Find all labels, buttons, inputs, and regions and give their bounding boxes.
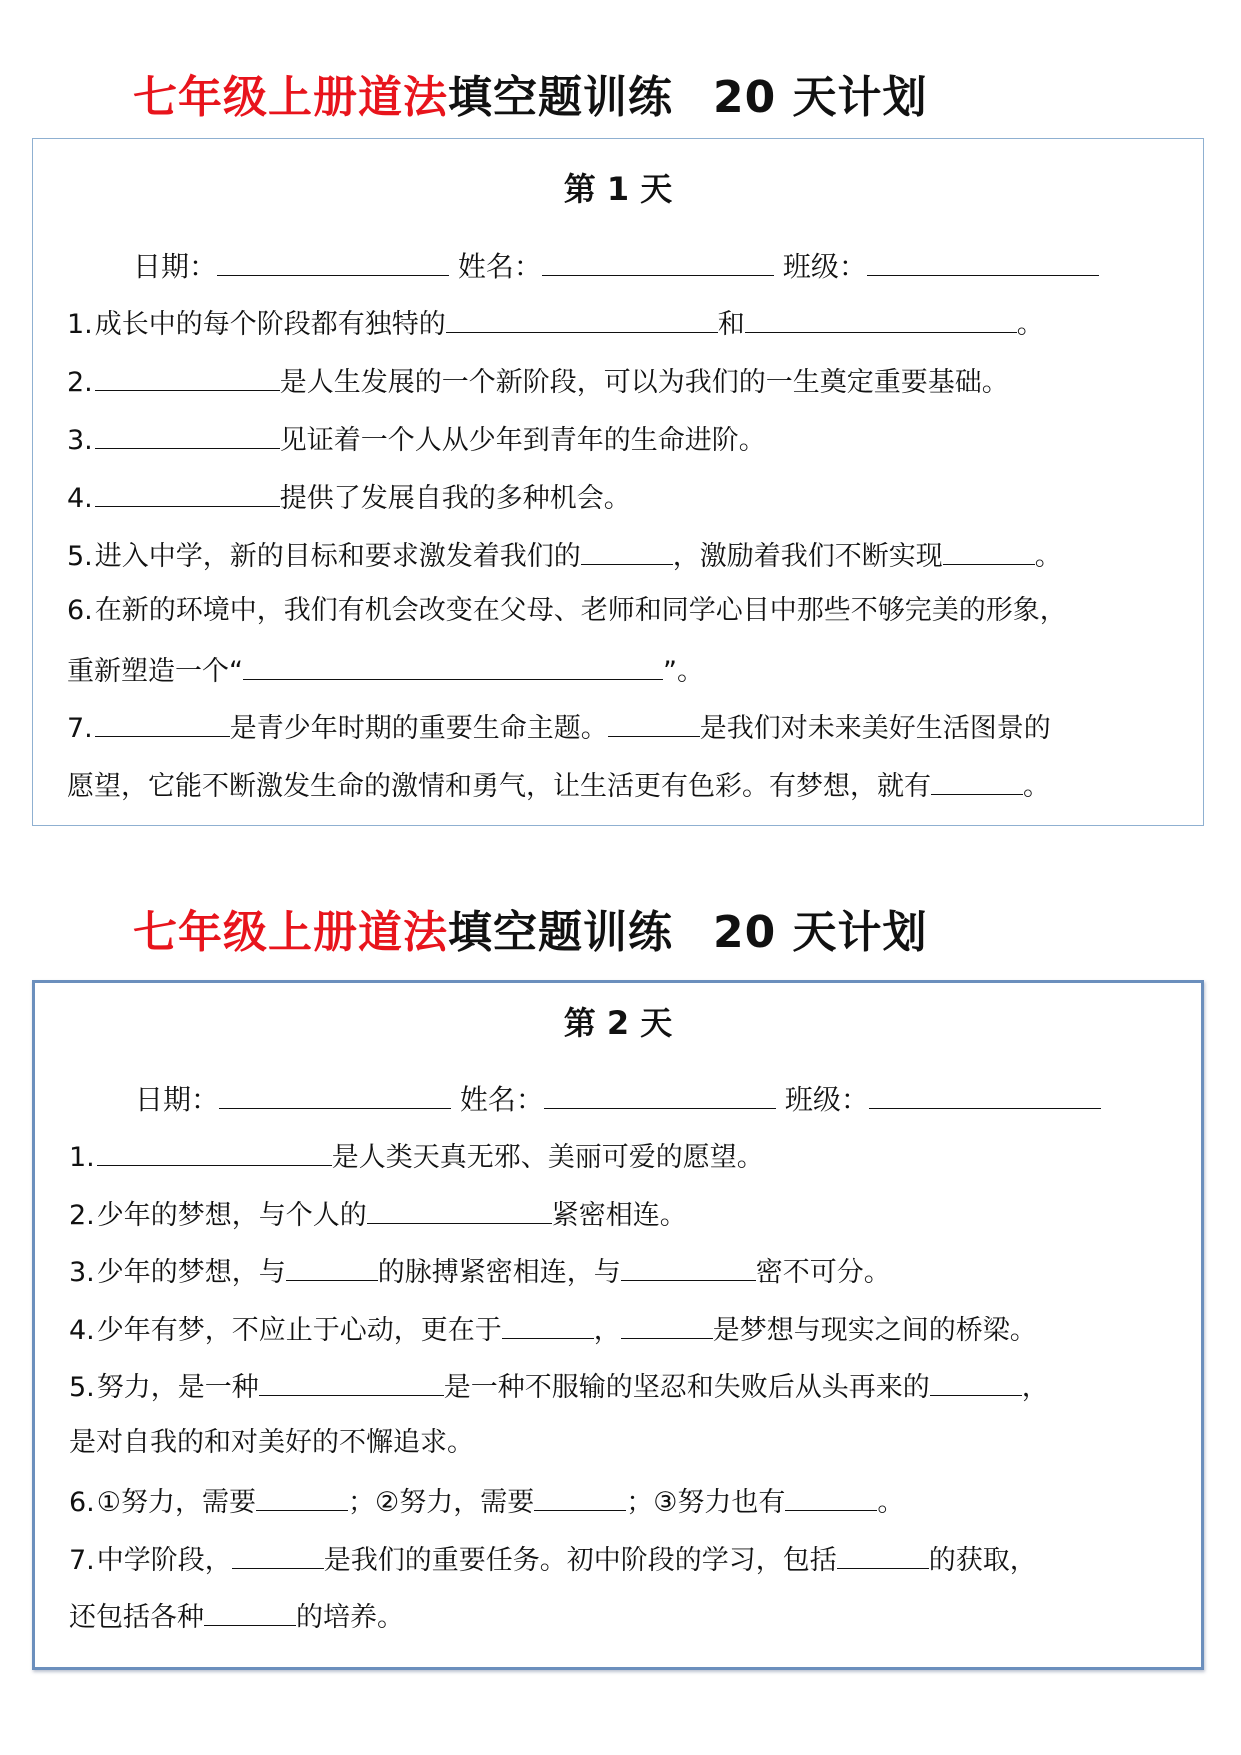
question-7 <box>67 706 1051 749</box>
question-text: 是人生发展的一个新阶段，可以为我们的一生奠定重要基础。 <box>279 367 1009 398</box>
title-topic: 填空题训练 <box>448 907 673 958</box>
date-blank[interactable] <box>217 245 449 276</box>
question-number: 4. <box>67 483 93 514</box>
class-blank[interactable] <box>869 1078 1101 1109</box>
day-2-panel <box>32 980 1204 1670</box>
question-text: 是对自我的和对美好的不懈追求。 <box>69 1427 474 1458</box>
question-1 <box>69 1135 764 1178</box>
question-text: 中学阶段， <box>96 1545 232 1576</box>
question-number: 6. <box>67 595 93 626</box>
answer-blank[interactable] <box>95 706 230 737</box>
question-text: 是一种不服输的坚忍和失败后从头再来的 <box>443 1372 930 1403</box>
question-1 <box>67 302 1044 345</box>
question-text: ；②努力，需要 <box>347 1487 535 1518</box>
name-blank[interactable] <box>542 245 774 276</box>
answer-blank[interactable] <box>930 1365 1022 1396</box>
question-text: 。 <box>877 1487 905 1518</box>
answer-blank[interactable] <box>837 1538 929 1569</box>
question-text: ，激励着我们不断实现 <box>672 541 943 572</box>
question-5 <box>69 1365 1049 1408</box>
question-3 <box>67 418 766 461</box>
question-number: 3. <box>67 425 93 456</box>
question-number: 5. <box>67 541 93 572</box>
answer-blank[interactable] <box>943 534 1035 565</box>
worksheet-title <box>133 903 928 963</box>
day-heading: 第 1 天 <box>563 170 673 208</box>
title-plan: 20 天计划 <box>713 72 928 123</box>
student-info-row <box>133 245 1099 287</box>
answer-blank[interactable] <box>367 1193 552 1224</box>
question-3 <box>69 1250 891 1293</box>
question-text: ， <box>1021 1372 1049 1403</box>
class-blank[interactable] <box>867 245 1099 276</box>
worksheet-title <box>133 68 928 128</box>
day-1-panel <box>32 138 1204 826</box>
question-number: 7. <box>67 713 93 744</box>
question-5-continued <box>69 1423 474 1463</box>
answer-blank[interactable] <box>502 1308 594 1339</box>
question-text: ， <box>593 1315 621 1346</box>
question-text: 紧密相连。 <box>551 1200 687 1231</box>
answer-blank[interactable] <box>243 649 663 680</box>
answer-blank[interactable] <box>95 476 280 507</box>
name-label: 姓名： <box>459 1083 544 1116</box>
answer-blank[interactable] <box>286 1250 378 1281</box>
question-text: 是梦想与现实之间的桥梁。 <box>712 1315 1037 1346</box>
question-4 <box>69 1308 1037 1351</box>
question-text: 的培养。 <box>296 1602 404 1633</box>
question-text: 提供了发展自我的多种机会。 <box>279 483 631 514</box>
answer-blank[interactable] <box>534 1480 626 1511</box>
date-label: 日期： <box>133 250 218 283</box>
question-number: 2. <box>69 1200 95 1231</box>
answer-blank[interactable] <box>621 1308 713 1339</box>
answer-blank[interactable] <box>581 534 673 565</box>
question-number: 2. <box>67 367 93 398</box>
question-7 <box>69 1538 1037 1581</box>
question-number: 1. <box>67 309 93 340</box>
question-number: 4. <box>69 1315 95 1346</box>
answer-blank[interactable] <box>256 1480 348 1511</box>
question-text: 。 <box>1016 309 1044 340</box>
question-6 <box>67 591 1067 631</box>
question-text: 还包括各种 <box>69 1602 204 1633</box>
question-text: 。 <box>1034 541 1062 572</box>
name-blank[interactable] <box>544 1078 776 1109</box>
title-subject: 七年级上册道法 <box>133 72 448 123</box>
question-4 <box>67 476 631 519</box>
question-text: 见证着一个人从少年到青年的生命进阶。 <box>279 425 766 456</box>
question-text: ；③努力也有 <box>626 1487 786 1518</box>
answer-blank[interactable] <box>204 1595 296 1626</box>
question-6-continued <box>67 649 704 692</box>
day-heading: 第 2 天 <box>563 1004 673 1042</box>
date-blank[interactable] <box>219 1078 451 1109</box>
question-text: 是青少年时期的重要生命主题。 <box>229 713 608 744</box>
question-text: 努力，是一种 <box>96 1372 259 1403</box>
answer-blank[interactable] <box>259 1365 444 1396</box>
question-number: 3. <box>69 1257 95 1288</box>
question-text: 进入中学，新的目标和要求激发着我们的 <box>94 541 581 572</box>
question-text: 。 <box>1023 771 1050 802</box>
question-text: 的脉搏紧密相连，与 <box>377 1257 621 1288</box>
question-7-continued <box>67 764 1050 807</box>
title-subject: 七年级上册道法 <box>133 907 448 958</box>
question-text: 少年的梦想，与 <box>96 1257 286 1288</box>
name-label: 姓名： <box>457 250 542 283</box>
student-info-row <box>135 1078 1101 1120</box>
answer-blank[interactable] <box>621 1250 756 1281</box>
question-number: 5. <box>69 1372 95 1403</box>
question-text: 愿望，它能不断激发生命的激情和勇气，让生活更有色彩。有梦想，就有 <box>67 771 931 802</box>
class-label: 班级： <box>784 1083 869 1116</box>
answer-blank[interactable] <box>931 764 1023 795</box>
question-6 <box>69 1480 904 1523</box>
question-text: 少年的梦想，与个人的 <box>96 1200 367 1231</box>
question-2 <box>67 360 1009 403</box>
question-5 <box>67 534 1062 577</box>
question-number: 1. <box>69 1142 95 1173</box>
question-text: 是我们对未来美好生活图景的 <box>699 713 1051 744</box>
answer-blank[interactable] <box>745 302 1017 333</box>
answer-blank[interactable] <box>446 302 718 333</box>
question-text: 和 <box>717 309 745 340</box>
answer-blank[interactable] <box>608 706 700 737</box>
title-plan: 20 天计划 <box>713 907 928 958</box>
question-2 <box>69 1193 687 1236</box>
question-text: 重新塑造一个“ <box>67 656 243 687</box>
answer-blank[interactable] <box>785 1480 877 1511</box>
answer-blank[interactable] <box>97 1135 332 1166</box>
question-text: ①努力，需要 <box>96 1487 256 1518</box>
question-text: 在新的环境中，我们有机会改变在父母、老师和同学心目中那些不够完美的形象， <box>94 595 1067 626</box>
question-7-continued <box>69 1595 404 1638</box>
question-text: 密不可分。 <box>755 1257 891 1288</box>
question-text: 少年有梦，不应止于心动，更在于 <box>96 1315 502 1346</box>
answer-blank[interactable] <box>95 418 280 449</box>
question-number: 6. <box>69 1487 95 1518</box>
question-text: 成长中的每个阶段都有独特的 <box>94 309 446 340</box>
answer-blank[interactable] <box>232 1538 324 1569</box>
date-label: 日期： <box>135 1083 220 1116</box>
class-label: 班级： <box>782 250 867 283</box>
question-text: 是人类天真无邪、美丽可爱的愿望。 <box>331 1142 764 1173</box>
question-text: 的获取， <box>928 1545 1037 1576</box>
question-text: 是我们的重要任务。初中阶段的学习，包括 <box>323 1545 837 1576</box>
title-topic: 填空题训练 <box>448 72 673 123</box>
answer-blank[interactable] <box>95 360 280 391</box>
question-text: ”。 <box>663 656 704 687</box>
question-number: 7. <box>69 1545 95 1576</box>
